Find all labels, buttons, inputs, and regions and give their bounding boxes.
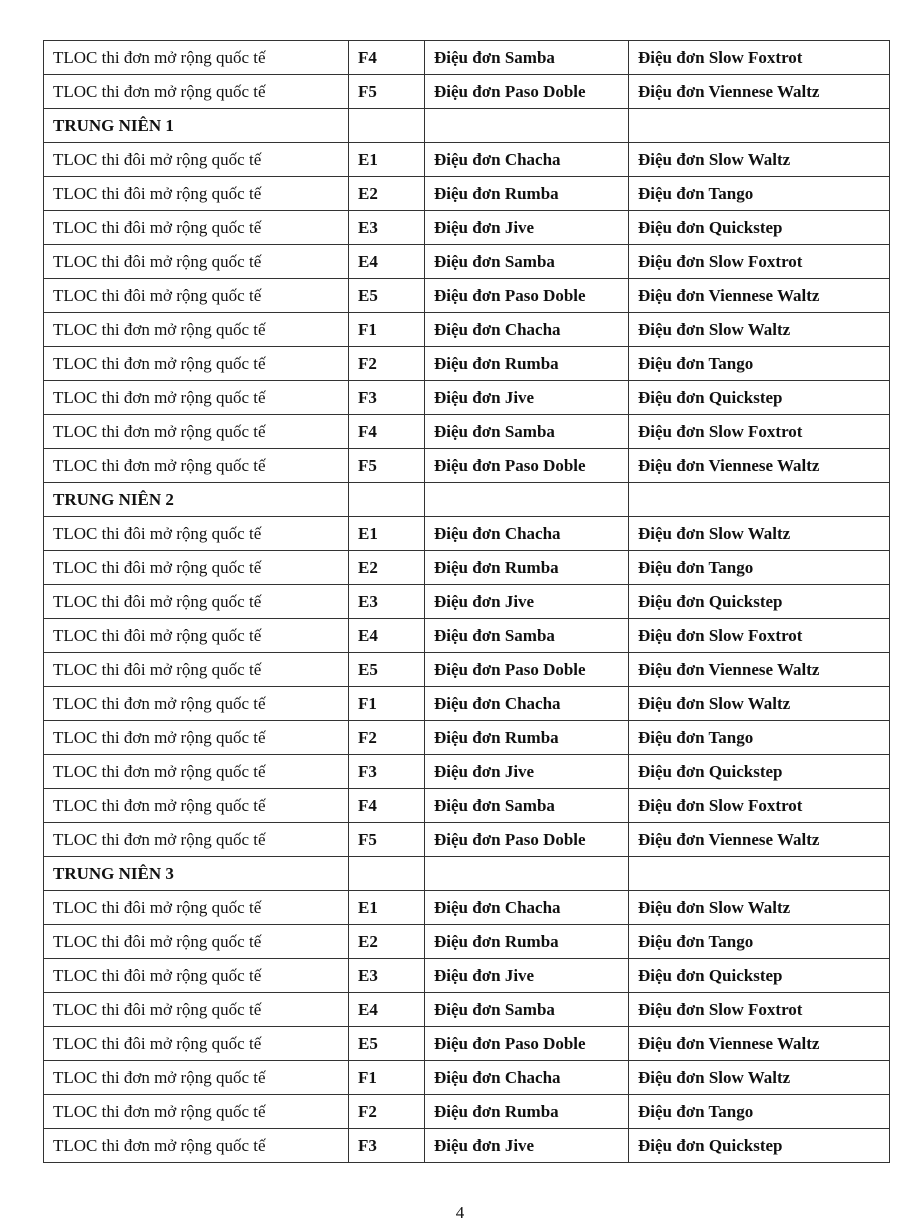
event-name-cell: TLOC thi đôi mở rộng quốc tế <box>44 279 349 313</box>
event-code-cell: F2 <box>349 1095 425 1129</box>
table-row <box>44 313 890 347</box>
dance-2-cell: Điệu đơn Slow Waltz <box>629 891 890 925</box>
event-code-cell: E5 <box>349 653 425 687</box>
table-row <box>44 41 890 75</box>
event-name-cell: TLOC thi đôi mở rộng quốc tế <box>44 653 349 687</box>
dance-1-cell: Điệu đơn Jive <box>425 381 629 415</box>
section-title: TRUNG NIÊN 1 <box>44 109 349 143</box>
event-name-cell: TLOC thi đơn mở rộng quốc tế <box>44 755 349 789</box>
dance-1-cell: Điệu đơn Jive <box>425 959 629 993</box>
event-name-cell: TLOC thi đơn mở rộng quốc tế <box>44 1095 349 1129</box>
dance-1-cell: Điệu đơn Samba <box>425 415 629 449</box>
event-name-cell: TLOC thi đôi mở rộng quốc tế <box>44 891 349 925</box>
dance-1-cell: Điệu đơn Rumba <box>425 177 629 211</box>
dance-1-cell: Điệu đơn Jive <box>425 585 629 619</box>
dance-2-cell: Điệu đơn Tango <box>629 925 890 959</box>
event-code-cell: F1 <box>349 1061 425 1095</box>
dance-1-cell: Điệu đơn Paso Doble <box>425 823 629 857</box>
dance-2-cell: Điệu đơn Viennese Waltz <box>629 823 890 857</box>
table-row <box>44 1129 890 1163</box>
event-code-cell <box>349 109 425 143</box>
dance-1-cell: Điệu đơn Paso Doble <box>425 1027 629 1061</box>
dance-1-cell: Điệu đơn Chacha <box>425 313 629 347</box>
dance-2-cell: Điệu đơn Viennese Waltz <box>629 449 890 483</box>
dance-2-cell: Điệu đơn Slow Waltz <box>629 517 890 551</box>
table-row <box>44 823 890 857</box>
event-name-cell: TLOC thi đôi mở rộng quốc tế <box>44 925 349 959</box>
event-name-cell: TLOC thi đơn mở rộng quốc tế <box>44 449 349 483</box>
event-code-cell: E1 <box>349 143 425 177</box>
dance-1-cell: Điệu đơn Rumba <box>425 347 629 381</box>
dance-2-cell: Điệu đơn Viennese Waltz <box>629 75 890 109</box>
dance-1-cell: Điệu đơn Rumba <box>425 551 629 585</box>
dance-2-cell: Điệu đơn Slow Waltz <box>629 313 890 347</box>
dance-2-cell: Điệu đơn Quickstep <box>629 211 890 245</box>
dance-1-cell: Điệu đơn Chacha <box>425 517 629 551</box>
event-code-cell: F5 <box>349 75 425 109</box>
event-name-cell: TLOC thi đơn mở rộng quốc tế <box>44 41 349 75</box>
event-name-cell: TLOC thi đơn mở rộng quốc tế <box>44 381 349 415</box>
dance-2-cell: Điệu đơn Slow Foxtrot <box>629 245 890 279</box>
event-name-cell: TLOC thi đôi mở rộng quốc tế <box>44 551 349 585</box>
dance-1-cell: Điệu đơn Samba <box>425 41 629 75</box>
event-code-cell <box>349 483 425 517</box>
event-code-cell: F1 <box>349 313 425 347</box>
event-name-cell: TLOC thi đôi mở rộng quốc tế <box>44 585 349 619</box>
dance-2-cell: Điệu đơn Viennese Waltz <box>629 279 890 313</box>
section-title: TRUNG NIÊN 3 <box>44 857 349 891</box>
dance-2-cell <box>629 857 890 891</box>
event-code-cell: E2 <box>349 925 425 959</box>
dance-1-cell <box>425 109 629 143</box>
event-name-cell: TLOC thi đôi mở rộng quốc tế <box>44 143 349 177</box>
dance-2-cell: Điệu đơn Quickstep <box>629 1129 890 1163</box>
event-code-cell: F4 <box>349 41 425 75</box>
dance-2-cell: Điệu đơn Tango <box>629 721 890 755</box>
dance-2-cell: Điệu đơn Viennese Waltz <box>629 1027 890 1061</box>
table-row <box>44 517 890 551</box>
dance-1-cell: Điệu đơn Paso Doble <box>425 449 629 483</box>
dance-1-cell: Điệu đơn Paso Doble <box>425 75 629 109</box>
table-row <box>44 1095 890 1129</box>
event-code-cell: E4 <box>349 993 425 1027</box>
dance-2-cell: Điệu đơn Slow Foxtrot <box>629 993 890 1027</box>
event-code-cell: F2 <box>349 347 425 381</box>
table-row <box>44 789 890 823</box>
event-name-cell: TLOC thi đơn mở rộng quốc tế <box>44 1061 349 1095</box>
dance-1-cell: Điệu đơn Samba <box>425 619 629 653</box>
table-row <box>44 993 890 1027</box>
dance-2-cell: Điệu đơn Slow Waltz <box>629 687 890 721</box>
table-row <box>44 143 890 177</box>
dance-1-cell: Điệu đơn Samba <box>425 993 629 1027</box>
table-row <box>44 1027 890 1061</box>
table-row <box>44 551 890 585</box>
schedule-table <box>43 40 890 1163</box>
dance-2-cell: Điệu đơn Slow Foxtrot <box>629 619 890 653</box>
dance-1-cell <box>425 857 629 891</box>
table-row <box>44 245 890 279</box>
dance-1-cell <box>425 483 629 517</box>
table-row <box>44 381 890 415</box>
event-name-cell: TLOC thi đơn mở rộng quốc tế <box>44 415 349 449</box>
dance-2-cell: Điệu đơn Slow Foxtrot <box>629 789 890 823</box>
dance-2-cell: Điệu đơn Quickstep <box>629 959 890 993</box>
table-row <box>44 619 890 653</box>
event-name-cell: TLOC thi đơn mở rộng quốc tế <box>44 687 349 721</box>
dance-1-cell: Điệu đơn Jive <box>425 755 629 789</box>
event-code-cell: E1 <box>349 517 425 551</box>
event-name-cell: TLOC thi đơn mở rộng quốc tế <box>44 313 349 347</box>
event-name-cell: TLOC thi đôi mở rộng quốc tế <box>44 619 349 653</box>
dance-1-cell: Điệu đơn Paso Doble <box>425 279 629 313</box>
dance-1-cell: Điệu đơn Jive <box>425 211 629 245</box>
dance-2-cell: Điệu đơn Quickstep <box>629 755 890 789</box>
event-name-cell: TLOC thi đơn mở rộng quốc tế <box>44 721 349 755</box>
event-name-cell: TLOC thi đơn mở rộng quốc tế <box>44 75 349 109</box>
dance-1-cell: Điệu đơn Rumba <box>425 925 629 959</box>
dance-2-cell: Điệu đơn Tango <box>629 551 890 585</box>
event-name-cell: TLOC thi đơn mở rộng quốc tế <box>44 347 349 381</box>
page-number: 4 <box>455 1203 465 1222</box>
event-code-cell: E3 <box>349 959 425 993</box>
table-row <box>44 1061 890 1095</box>
event-name-cell: TLOC thi đơn mở rộng quốc tế <box>44 789 349 823</box>
event-code-cell: F4 <box>349 415 425 449</box>
dance-2-cell: Điệu đơn Quickstep <box>629 585 890 619</box>
event-code-cell: F3 <box>349 755 425 789</box>
dance-1-cell: Điệu đơn Samba <box>425 789 629 823</box>
event-code-cell: E3 <box>349 585 425 619</box>
event-code-cell: E1 <box>349 891 425 925</box>
dance-2-cell: Điệu đơn Slow Waltz <box>629 143 890 177</box>
event-code-cell <box>349 857 425 891</box>
event-code-cell: E5 <box>349 279 425 313</box>
event-code-cell: F3 <box>349 381 425 415</box>
table-row <box>44 721 890 755</box>
event-code-cell: E4 <box>349 619 425 653</box>
table-row <box>44 755 890 789</box>
dance-2-cell: Điệu đơn Tango <box>629 347 890 381</box>
event-code-cell: F5 <box>349 449 425 483</box>
dance-1-cell: Điệu đơn Jive <box>425 1129 629 1163</box>
dance-1-cell: Điệu đơn Samba <box>425 245 629 279</box>
event-code-cell: E2 <box>349 177 425 211</box>
dance-1-cell: Điệu đơn Chacha <box>425 143 629 177</box>
dance-1-cell: Điệu đơn Rumba <box>425 1095 629 1129</box>
event-name-cell: TLOC thi đôi mở rộng quốc tế <box>44 993 349 1027</box>
dance-2-cell <box>629 109 890 143</box>
table-row <box>44 347 890 381</box>
event-name-cell: TLOC thi đôi mở rộng quốc tế <box>44 177 349 211</box>
dance-2-cell <box>629 483 890 517</box>
section-header-row <box>44 857 890 891</box>
event-name-cell: TLOC thi đơn mở rộng quốc tế <box>44 823 349 857</box>
dance-2-cell: Điệu đơn Slow Foxtrot <box>629 41 890 75</box>
dance-1-cell: Điệu đơn Paso Doble <box>425 653 629 687</box>
dance-2-cell: Điệu đơn Tango <box>629 1095 890 1129</box>
event-name-cell: TLOC thi đôi mở rộng quốc tế <box>44 1027 349 1061</box>
dance-2-cell: Điệu đơn Viennese Waltz <box>629 653 890 687</box>
event-code-cell: F3 <box>349 1129 425 1163</box>
event-code-cell: E4 <box>349 245 425 279</box>
table-row <box>44 279 890 313</box>
event-code-cell: E2 <box>349 551 425 585</box>
table-row <box>44 449 890 483</box>
event-code-cell: F4 <box>349 789 425 823</box>
event-code-cell: F5 <box>349 823 425 857</box>
event-name-cell: TLOC thi đôi mở rộng quốc tế <box>44 517 349 551</box>
table-row <box>44 585 890 619</box>
event-name-cell: TLOC thi đơn mở rộng quốc tế <box>44 1129 349 1163</box>
table-row <box>44 687 890 721</box>
section-header-row <box>44 109 890 143</box>
dance-1-cell: Điệu đơn Chacha <box>425 891 629 925</box>
event-code-cell: F2 <box>349 721 425 755</box>
dance-2-cell: Điệu đơn Tango <box>629 177 890 211</box>
table-row <box>44 891 890 925</box>
dance-1-cell: Điệu đơn Chacha <box>425 687 629 721</box>
schedule-table-body <box>44 41 890 1163</box>
dance-2-cell: Điệu đơn Slow Waltz <box>629 1061 890 1095</box>
event-code-cell: E3 <box>349 211 425 245</box>
dance-2-cell: Điệu đơn Quickstep <box>629 381 890 415</box>
table-row <box>44 415 890 449</box>
event-name-cell: TLOC thi đôi mở rộng quốc tế <box>44 959 349 993</box>
table-row <box>44 75 890 109</box>
dance-1-cell: Điệu đơn Rumba <box>425 721 629 755</box>
table-row <box>44 177 890 211</box>
table-row <box>44 925 890 959</box>
section-header-row <box>44 483 890 517</box>
event-name-cell: TLOC thi đôi mở rộng quốc tế <box>44 245 349 279</box>
dance-2-cell: Điệu đơn Slow Foxtrot <box>629 415 890 449</box>
event-code-cell: E5 <box>349 1027 425 1061</box>
event-code-cell: F1 <box>349 687 425 721</box>
table-row <box>44 211 890 245</box>
table-row <box>44 959 890 993</box>
section-title: TRUNG NIÊN 2 <box>44 483 349 517</box>
table-row <box>44 653 890 687</box>
event-name-cell: TLOC thi đôi mở rộng quốc tế <box>44 211 349 245</box>
dance-1-cell: Điệu đơn Chacha <box>425 1061 629 1095</box>
